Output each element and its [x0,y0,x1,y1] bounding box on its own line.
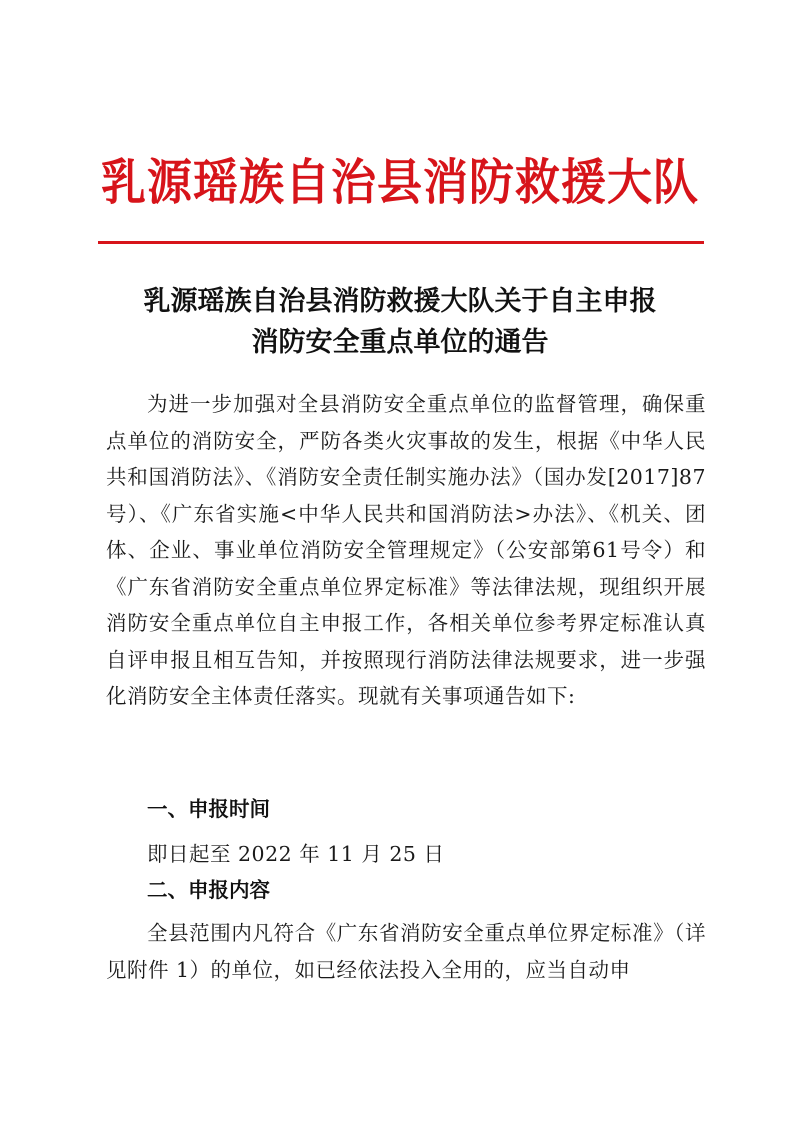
title-line-2: 消防安全重点单位的通告 [251,327,549,358]
title-line-1: 乳源瑶族自治县消防救援大队关于自主申报 [143,286,657,317]
intro-paragraph-block [106,386,706,715]
section-content-time: 即日起至 2022 年 11 月 25 日 [147,842,445,866]
letterhead-red-rule [98,241,704,244]
org-letterhead: 乳源瑶族自治县消防救援大队 [100,153,699,212]
intro-paragraph: 为进一步加强对全县消防安全重点单位的监督管理，确保重点单位的消防安全，严防各类火灾事故的发生，根据《中华人民共和国消防法》、《消防安全责任制实施办法》（国办发[2017]87号）、《广东省实施<中华人民共和国消防法>办法》、《机关、团体、企业、事业单位消防安全管理规定》（公安部第61号令）和《广东省消防安全重点单位界定标准》等法律法规，现组织开展消防安全重点单位自主申报工作，各相关单位参考界定标准认真自评申报且相互告知，并按照现行消防法律法规要求，进一步强化消防安全主体责任落实。现就有关事项通告如下: [106,392,706,708]
section-heading-content: 二、申报内容 [147,878,270,902]
section-heading-time: 一、申报时间 [147,797,270,821]
document-title [100,281,700,363]
section-content-paragraph: 全县范围内凡符合《广东省消防安全重点单位界定标准》（详见附件 1）的单位，如已经依法投入全用的，应当自动申 [106,921,706,982]
section-content-block [106,915,706,988]
